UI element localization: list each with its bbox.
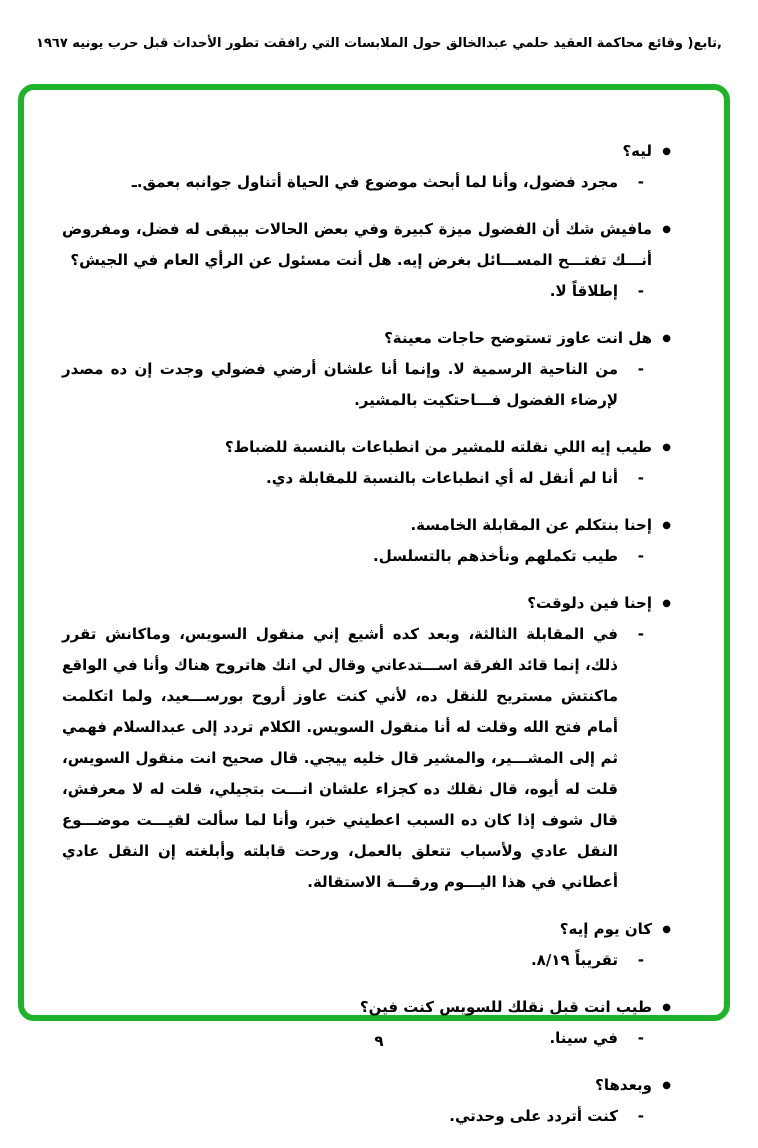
question-text: ليه؟ <box>622 142 652 160</box>
qa-group <box>62 1070 672 1132</box>
answer-line <box>62 541 672 572</box>
question-text: طيب إيه اللي نقلته للمشير من انطباعات بالنسبة للضباط؟ <box>224 438 652 456</box>
question-line <box>62 510 672 541</box>
dash-icon: - <box>637 1107 644 1125</box>
question-text: كان يوم إيه؟ <box>559 920 652 938</box>
bullet-icon: ● <box>662 1002 671 1013</box>
answer-text: مجرد فضول، وأنا لما أبحث موضوع في الحياة أتناول جوانبه بعمق.ـ <box>131 173 618 191</box>
answer-text: في المقابلة الثالثة، وبعد كده أشيع إني منقول السويس، وماكانش تقرر ذلك، إنما قائد الفرقة اســـتدعاني وقال لي انك هاتروح هناك وأنا في الواقع ماكنتش مستريح للنقل ده، لأني كنت عاوز أروح بورســـعيد، ولما اتكلمت أمام فتح الله وقلت له أنا منقول السويس. الكلام تردد إلى عبدالسلام فهمي ثم إلى المشـــير، والمشير قال خليه ييجي. قال صحيح انت منقول السويس، قلت له أيوه، قال نقلك ده كجزاء علشان انـــت بتجيلي، قلت له لا معرفش، قال شوف إذا كان ده السبب اعطيني خبر، وأنا لما سألت لقيـــت موضـــوع النقل عادي ولأسباب تتعلق بالعمل، ورحت قابلته وأبلغته إن النقل عادي أعطاني في هذا اليـــوم ورقـــة الاستقالة. <box>62 625 618 891</box>
question-line <box>62 323 672 354</box>
dash-icon: - <box>637 173 644 191</box>
dash-icon: - <box>637 625 644 643</box>
document-frame <box>18 84 730 1125</box>
bullet-icon: ● <box>662 1080 671 1091</box>
question-text: إحنا بنتكلم عن المقابلة الخامسة. <box>410 516 652 534</box>
qa-group <box>62 323 672 416</box>
question-text: هل انت عاوز تستوضح حاجات معينة؟ <box>384 329 652 347</box>
answer-line <box>62 945 672 976</box>
question-text: مافيش شك أن الفضول ميزة كبيرة وفي بعض الحالات بيبقى له فضل، ومفروض أنـــك تفتـــح المســـائل بغرض إيه. هل أنت مسئول عن الرأي العام في الجيش؟ <box>62 220 652 269</box>
question-line <box>62 1070 672 1101</box>
qa-group <box>62 214 672 307</box>
page-number: ٩ <box>374 1032 384 1050</box>
bullet-icon: ● <box>662 520 671 531</box>
qa-group <box>62 432 672 494</box>
answer-line <box>62 463 672 494</box>
page-header-title: ,تابع( وقائع محاكمة العقيد حلمي عبدالخالق حول الملابسات التي رافقت تطور الأحداث قبل حرب يونيه ١٩٦٧ <box>36 36 722 51</box>
answer-text: طيب تكملهم ونأخذهم بالتسلسل. <box>373 547 618 565</box>
question-line <box>62 588 672 619</box>
qa-group <box>62 510 672 572</box>
qa-group <box>62 588 672 898</box>
transcript-content <box>62 136 672 1148</box>
answer-line <box>62 276 672 307</box>
question-text: طيب انت قبل نقلك للسويس كنت فين؟ <box>359 998 652 1016</box>
answer-line <box>62 167 672 198</box>
answer-text: إطلاقاً لا. <box>549 282 618 300</box>
question-line <box>62 914 672 945</box>
question-text: إحنا فين دلوقت؟ <box>527 594 652 612</box>
answer-line <box>62 354 672 416</box>
bullet-icon: ● <box>662 224 671 235</box>
answer-text: من الناحية الرسمية لا. وإنما أنا علشان أرضي فضولي وجدت إن ده مصدر لإرضاء الفضول فـــاحتكيت بالمشير. <box>62 360 618 409</box>
answer-text: كنت أتردد على وحدتي. <box>449 1107 618 1125</box>
bullet-icon: ● <box>662 146 671 157</box>
dash-icon: - <box>637 951 644 969</box>
question-text: وبعدها؟ <box>595 1076 652 1094</box>
question-line <box>62 136 672 167</box>
dash-icon: - <box>637 547 644 565</box>
dash-icon: - <box>637 469 644 487</box>
answer-line <box>62 1101 672 1132</box>
answer-text: تقريباً ٨/١٩. <box>530 951 618 969</box>
bullet-icon: ● <box>662 442 671 453</box>
qa-group <box>62 914 672 976</box>
qa-group <box>62 136 672 198</box>
bullet-icon: ● <box>662 598 671 609</box>
question-line <box>62 432 672 463</box>
question-line <box>62 992 672 1023</box>
dash-icon: - <box>637 1029 644 1047</box>
dash-icon: - <box>637 282 644 300</box>
question-line <box>62 214 672 276</box>
answer-line <box>62 619 672 898</box>
answer-text: في سينا. <box>549 1029 618 1047</box>
bullet-icon: ● <box>662 924 671 935</box>
bullet-icon: ● <box>662 333 671 344</box>
answer-text: أنا لم أنقل له أي انطباعات بالنسبة للمقابلة دي. <box>266 469 618 487</box>
dash-icon: - <box>637 360 644 378</box>
